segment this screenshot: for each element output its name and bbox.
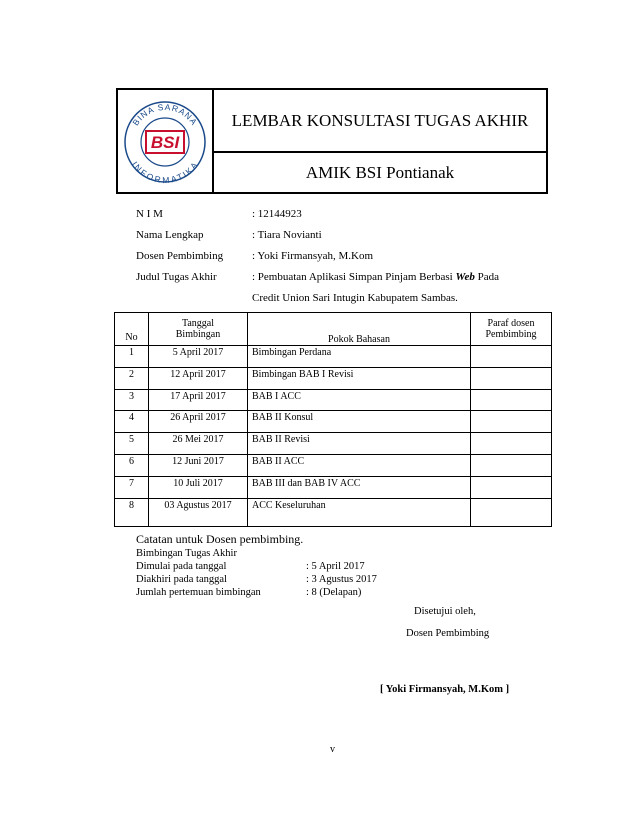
cell-no: 1 [115,346,149,368]
table-row [115,389,552,411]
cell-date: 12 April 2017 [149,367,248,389]
cell-topic: ACC Keseluruhan [248,498,471,526]
svg-text:BINA SARANA [130,102,199,128]
thesis-title-continuation: Credit Union Sari Intugin Kabupatem Sambas. [252,292,458,304]
table-row [115,346,552,368]
cell-no: 8 [115,498,149,526]
svg-text:INFORMATIKA [129,160,200,184]
notes-value: : 3 Agustus 2017 [306,574,377,585]
page-subtitle: AMIK BSI Pontianak [305,162,455,182]
thesis-title-part: Pada [474,271,499,283]
cell-signature [471,367,552,389]
page-number: v [330,744,335,755]
cell-topic: Bimbingan BAB I Revisi [248,367,471,389]
logo-cell [118,90,214,192]
logo-text: BSI [150,133,180,152]
notes-label: Diakhiri pada tanggal [136,574,227,585]
cell-date: 12 Juni 2017 [149,454,248,476]
cell-signature [471,389,552,411]
cell-date: 26 Mei 2017 [149,433,248,455]
notes-label: Jumlah pertemuan bimbingan [136,587,261,598]
logo-ring-bottom: INFORMATIKA [129,159,201,184]
consultation-table [114,312,552,527]
table-row [115,433,552,455]
cell-topic: Bimbingan Perdana [248,346,471,368]
cell-date: 03 Agustus 2017 [149,498,248,526]
thesis-title-web: Web [455,271,475,283]
info-label: N I M [136,208,163,220]
page-title: LEMBAR KONSULTASI TUGAS AKHIR [214,90,546,153]
cell-no: 3 [115,389,149,411]
cell-date: 5 April 2017 [149,346,248,368]
thesis-title-part: : Pembuatan Aplikasi Simpan Pinjam Berbasi [252,271,456,283]
header-box [116,88,548,194]
cell-no: 5 [115,433,149,455]
col-header-topic: Pokok Bahasan [248,313,471,346]
cell-signature [471,476,552,498]
info-value: : 12144923 [252,208,302,220]
cell-date: 17 April 2017 [149,389,248,411]
cell-signature [471,411,552,433]
col-header-no: No [115,313,149,346]
notes-title: Catatan untuk Dosen pembimbing. [136,532,304,546]
table-row [115,367,552,389]
signer-name: [ Yoki Firmansyah, M.Kom ] [380,684,510,695]
cell-no: 6 [115,454,149,476]
cell-topic: BAB II ACC [248,454,471,476]
cell-topic: BAB I ACC [248,389,471,411]
table-header-row [115,313,552,346]
info-label: Nama Lengkap [136,229,204,241]
cell-date: 10 Juli 2017 [149,476,248,498]
notes-value: : 5 April 2017 [306,561,365,572]
cell-signature [471,498,552,526]
cell-signature [471,433,552,455]
col-header-signature: Paraf dosen Pembimbing [471,313,552,346]
col-header-date: Tanggal Bimbingan [149,313,248,346]
bsi-logo-icon [122,100,208,184]
cell-no: 2 [115,367,149,389]
table-row [115,498,552,526]
logo-ring-top: BINA SARANA [130,101,200,128]
cell-topic: BAB II Konsul [248,411,471,433]
cell-signature [471,346,552,368]
cell-topic: BAB II Revisi [248,433,471,455]
info-label: Judul Tugas Akhir [136,271,217,283]
table-row [115,411,552,433]
cell-date: 26 April 2017 [149,411,248,433]
table-row [115,476,552,498]
cell-topic: BAB III dan BAB IV ACC [248,476,471,498]
table-row [115,454,552,476]
notes-label: Dimulai pada tanggal [136,561,227,572]
cell-no: 7 [115,476,149,498]
cell-signature [471,454,552,476]
info-value [252,271,499,283]
info-value: : Tiara Novianti [252,229,322,241]
info-value: : Yoki Firmansyah, M.Kom [252,250,374,262]
notes-value: : 8 (Delapan) [306,587,362,598]
signer-role: Dosen Pembimbing [406,628,490,639]
cell-no: 4 [115,411,149,433]
info-label: Dosen Pembimbing [136,250,224,262]
approval-text: Disetujui oleh, [414,606,476,617]
